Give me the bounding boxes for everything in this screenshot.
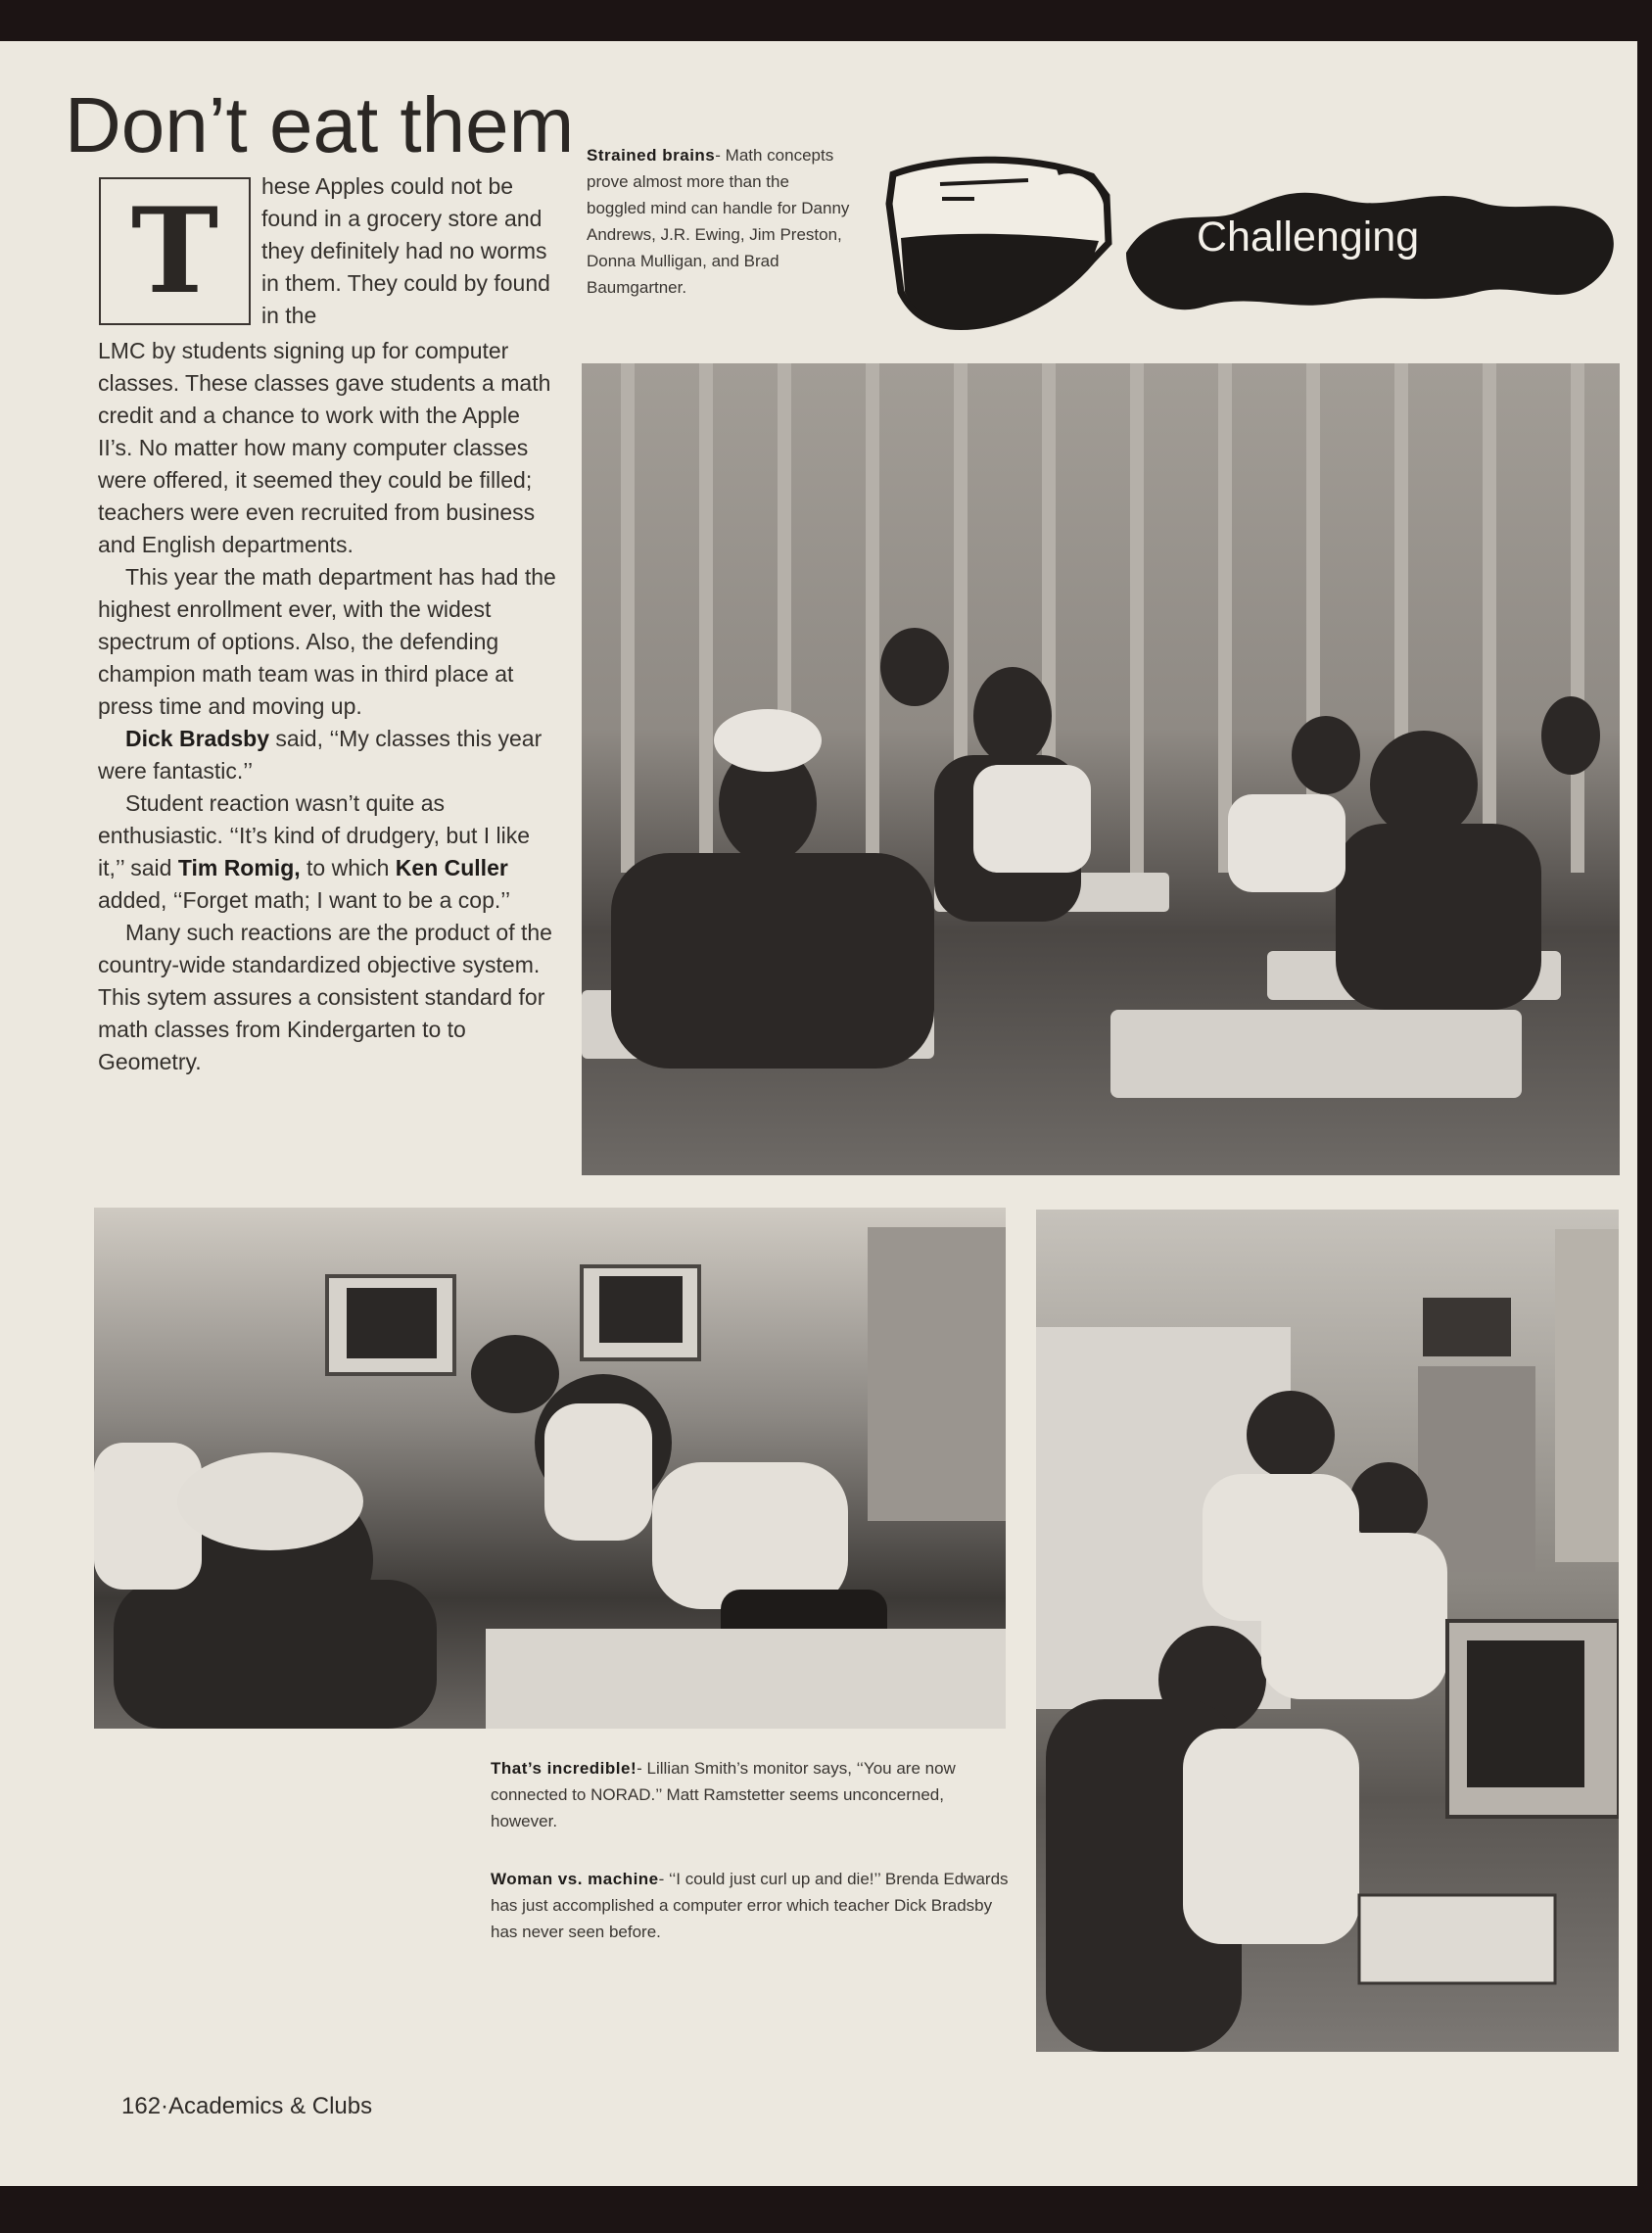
caption-separator: -	[658, 1870, 670, 1888]
paragraph-3-text: said, ‘‘My classes this year were fantastic.’’	[98, 726, 543, 784]
name-ken-culler: Ken Culler	[395, 855, 508, 880]
cabinet	[868, 1227, 1006, 1521]
table	[486, 1629, 1006, 1729]
intro-text: hese Apples could not be found in a grocery store and they definitely had no worms in them. They could by found in the	[261, 173, 550, 328]
name-tim-romig: Tim Romig,	[177, 855, 301, 880]
paragraph-4	[98, 787, 558, 917]
caption-title: That’s incredible!	[491, 1759, 637, 1778]
computer-lab-photo-art	[94, 1208, 1006, 1729]
photo-lab-teacher	[1036, 1210, 1619, 2052]
lab-photo-art	[1036, 1210, 1619, 2052]
name-dick-bradsby: Dick Bradsby	[125, 726, 270, 751]
caption-text: Lillian Smith’s monitor says, ‘‘You are now connected to NORAD.’’ Matt Ramstetter seems unconcerned, however.	[491, 1759, 956, 1830]
drop-cap	[99, 177, 251, 325]
caption-strained-brains	[587, 142, 851, 301]
paragraph-4-text-a: Student reaction wasn’t quite as enthusiastic. ‘‘It’s kind of drudgery, but I like it,’’ said	[98, 790, 531, 880]
paragraph-4-text-c: added, ‘‘Forget math; I want to be a cop.’’	[98, 887, 511, 913]
classroom-photo-art	[582, 363, 1620, 1175]
wall-cabinet	[1418, 1366, 1535, 1572]
photo-classroom	[582, 363, 1620, 1175]
caption-separator: -	[715, 146, 726, 165]
jar-liquid	[901, 234, 1099, 325]
caption-thats-incredible	[491, 1755, 1010, 1834]
caption-separator: -	[637, 1759, 647, 1778]
paragraph-3	[98, 723, 558, 787]
caption-text: ‘‘I could just curl up and die!’’ Brenda Edwards has just accomplished a computer error which teacher Dick Bradsby has never seen before.	[491, 1870, 1009, 1941]
cap	[177, 1452, 363, 1550]
section-title: Challenging	[1197, 214, 1420, 261]
paragraph-5: Many such reactions are the product of the country-wide standardized objective system. This sytem assures a consistent standard for math classes from Kindergarten to to Geometry.	[98, 920, 552, 1074]
caption-woman-vs-machine	[491, 1866, 1010, 1945]
page-headline: Don’t eat them	[65, 81, 575, 168]
paragraph-1: LMC by students signing up for computer classes. These classes gave students a math credit and a chance to work with the Apple II’s. No matter how many computer classes were offered, it seemed they could be filled; teachers were even recruited from business and English departments.	[98, 338, 551, 557]
speaker-box	[1423, 1298, 1511, 1356]
bulletin-board	[1555, 1229, 1619, 1562]
drop-cap-letter: T	[130, 181, 219, 320]
students	[611, 628, 1600, 1069]
caption-title: Strained brains	[587, 146, 716, 165]
paragraph-2: This year the math department has had the highest enrollment ever, with the widest spectrum of options. Also, the defending champion math team was in third place at press time and moving up.	[98, 564, 556, 719]
cap	[714, 709, 822, 772]
paragraph-4-text-b: to which	[300, 855, 396, 880]
photo-computer-lab	[94, 1208, 1006, 1729]
article-body	[98, 335, 558, 1078]
caption-text: Math concepts prove almost more than the boggled mind can handle for Danny Andrews, J.R. Ewing, Jim Preston, Donna Mulligan, and Brad Baumgartner.	[587, 146, 850, 297]
caption-title: Woman vs. machine	[491, 1870, 659, 1888]
page-footer: 162·Academics & Clubs	[121, 2093, 373, 2119]
